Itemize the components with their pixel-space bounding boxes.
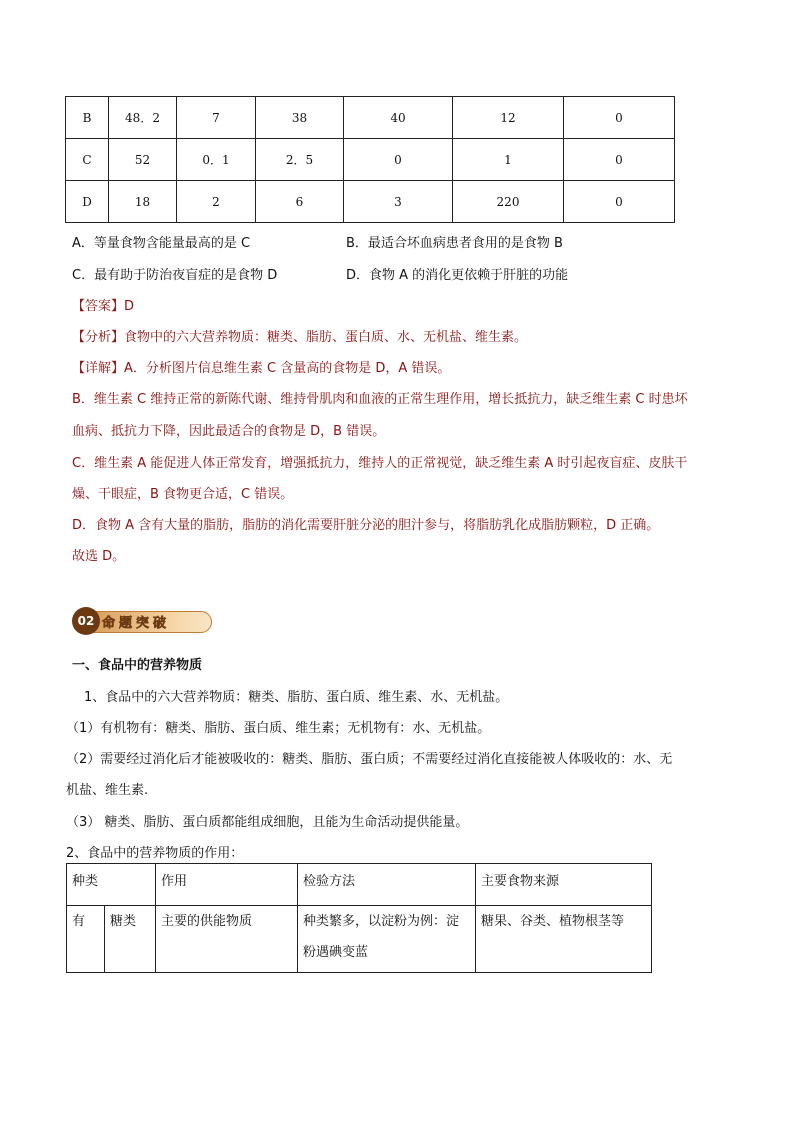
table-cell: 0 (564, 97, 675, 139)
table-cell: 0．1 (177, 139, 256, 181)
paragraph: 2、食品中的营养物质的作用： (66, 846, 244, 861)
table-cell: 糖类 (105, 906, 156, 973)
header-cell: 检验方法 (298, 864, 476, 906)
table-cell: D (66, 181, 109, 223)
table-cell: C (66, 139, 109, 181)
detail-line: C．维生素 A 能促进人体正常发育，增强抵抗力，维持人的正常视觉，缺乏维生素 A 时引起夜盲症、皮肤干 (72, 456, 688, 471)
header-cell: 主要食物来源 (476, 864, 652, 906)
table-cell: 糖果、谷类、植物根茎等 (476, 906, 652, 973)
table-cell: 6 (256, 181, 344, 223)
header-cell: 作用 (156, 864, 298, 906)
table-row (66, 97, 675, 139)
table-cell: 3 (344, 181, 453, 223)
table-cell: 52 (109, 139, 177, 181)
section-banner (72, 607, 212, 635)
detail-line: 燥、干眼症，B 食物更合适，C 错误。 (72, 487, 294, 502)
detail-line: B．维生素 C 维持正常的新陈代谢、维持骨肌肉和血液的正常生理作用，增长抵抗力，缺乏维生素 C 时患坏 (72, 392, 688, 407)
table-cell: 18 (109, 181, 177, 223)
table-cell: 2．5 (256, 139, 344, 181)
table-cell: 0 (344, 139, 453, 181)
paragraph: 1、食品中的六大营养物质：糖类、脂肪、蛋白质、维生素、水、无机盐。 (84, 690, 509, 705)
table-row (66, 139, 675, 181)
paragraph: （3） 糖类、脂肪、蛋白质都能组成细胞，且能为生命活动提供能量。 (66, 815, 469, 830)
banner-title: 命题突破 (102, 616, 171, 631)
table-cell: 1 (453, 139, 564, 181)
option-d: D．食物 A 的消化更依赖于肝脏的功能 (346, 268, 569, 283)
table-cell: 0 (564, 181, 675, 223)
option-a: A．等量食物含能量最高的是 C (72, 236, 251, 251)
table-cell: 220 (453, 181, 564, 223)
table-cell: 48．2 (109, 97, 177, 139)
table-cell: 0 (564, 139, 675, 181)
analysis-line: 【分析】食物中的六大营养物质：糖类、脂肪、蛋白质、水、无机盐、维生素。 (72, 330, 528, 345)
nutrient-data-table (65, 96, 675, 223)
detail-line: D．食物 A 含有大量的脂肪，脂肪的消化需要肝脏分泌的胆汁参与，将脂肪乳化成脂肪颗粒，D 正确。 (72, 518, 660, 533)
nutrient-function-table (66, 863, 652, 973)
section-heading: 一、食品中的营养物质 (72, 658, 203, 673)
option-c: C．最有助于防治夜盲症的是食物 D (72, 268, 278, 283)
banner-number: 02 (72, 607, 100, 635)
table-row (67, 906, 652, 973)
table-cell: 40 (344, 97, 453, 139)
answer-line: 【答案】D (72, 299, 135, 314)
detail-line: 【详解】A．分析图片信息维生素 C 含量高的食物是 D，A 错误。 (72, 361, 451, 376)
paragraph: （1）有机物有：糖类、脂肪、蛋白质、维生素；无机物有：水、无机盐。 (66, 721, 491, 736)
header-cell: 种类 (67, 864, 156, 906)
table-cell: 种类繁多，以淀粉为例：淀粉遇碘变蓝 (298, 906, 476, 973)
table-cell: 7 (177, 97, 256, 139)
table-cell: 2 (177, 181, 256, 223)
detail-line: 故选 D。 (72, 549, 126, 564)
detail-line: 血病、抵抗力下降，因此最适合的食物是 D，B 错误。 (72, 424, 386, 439)
paragraph: 机盐、维生素. (66, 783, 149, 798)
table-header-row (67, 864, 652, 906)
option-b: B．最适合坏血病患者食用的是食物 B (346, 236, 563, 251)
paragraph: （2）需要经过消化后才能被吸收的：糖类、脂肪、蛋白质；不需要经过消化直接能被人体吸收的：水、无 (66, 752, 673, 767)
table-cell: 38 (256, 97, 344, 139)
table-row (66, 181, 675, 223)
table-cell: 有 (67, 906, 105, 973)
table-cell: B (66, 97, 109, 139)
table-cell: 12 (453, 97, 564, 139)
table-cell: 主要的供能物质 (156, 906, 298, 973)
